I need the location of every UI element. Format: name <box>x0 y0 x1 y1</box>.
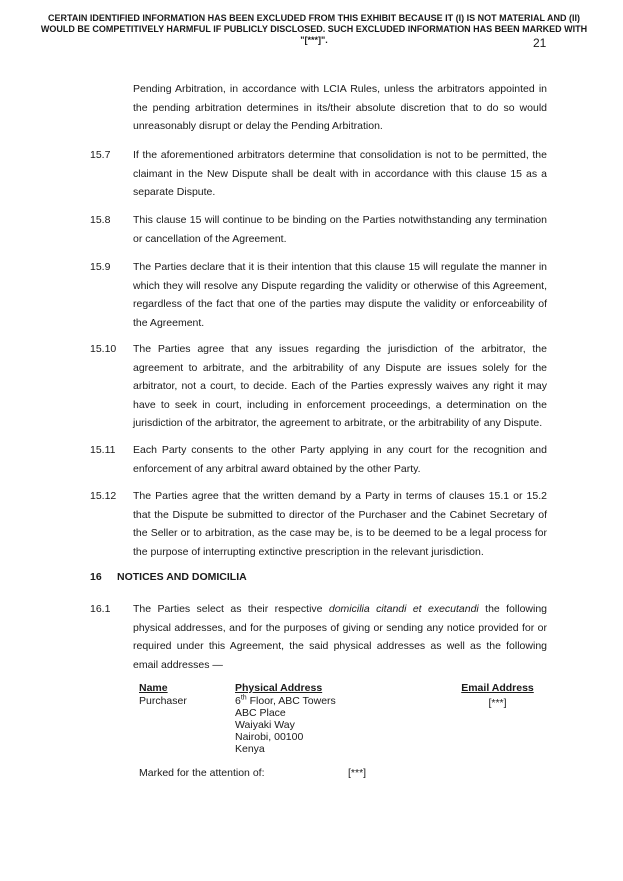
section-title: NOTICES AND DOMICILIA <box>117 571 247 583</box>
clause-number: 15.11 <box>90 444 116 456</box>
floor-number: 6 <box>235 695 241 707</box>
attention-label: Marked for the attention of: <box>139 767 265 779</box>
clause-text: Each Party consents to the other Party applying in any court for the recognition and enforcement of any arbitral award obtained by the other Party. <box>133 444 547 475</box>
clause-text: The Parties agree that the written demand by a Party in terms of clauses 15.1 or 15.2 that the Dispute be submitted to director of the Purchaser and the Cabinet Secretary of the Seller or to arbitration, as the case may be, is to be deemed to be a legal process for the purpose of interrupting extinctive prescription in the relevant jurisdiction. <box>133 490 547 558</box>
email-value: [***] <box>488 697 507 709</box>
page-number: 21 <box>533 36 547 50</box>
floor-suffix: th <box>240 694 247 702</box>
floor-rest: Floor, ABC Towers <box>246 695 336 707</box>
clause-text-before: The Parties select as their respective <box>133 603 329 615</box>
clause-number: 15.10 <box>90 343 117 355</box>
confidentiality-notice: CERTAIN IDENTIFIED INFORMATION HAS BEEN EXCLUDED FROM THIS EXHIBIT BECAUSE IT (I) IS NOT MATERIAL AND (II) WOULD BE COMPETITIVELY HARMFUL IF PUBLICLY DISCLOSED. SUCH EXCLUDED INFORMATION HAS BEEN MARKED WITH "[***]". <box>40 13 588 45</box>
email-column <box>460 682 535 709</box>
name-header: Name <box>139 682 168 694</box>
address-line: ABC Place <box>235 707 286 719</box>
clause-text: If the aforementioned arbitrators determine that consolidation is not to be permitted, the claimant in the New Dispute shall be dealt with in accordance with this clause 15 as a separate Dispute. <box>133 149 547 198</box>
clause-number: 15.7 <box>90 149 111 161</box>
clause-number: 16.1 <box>90 603 111 615</box>
intro-paragraph: Pending Arbitration, in accordance with LCIA Rules, unless the arbitrators appointed in the pending arbitration determines in its/their absolute discretion that to do so would unreasonably disrupt or delay the Pending Arbitration. <box>133 83 547 132</box>
clause-text-after: the following physical addresses, and for the purposes of giving or sending any notice provided for or required under this Agreement, the said physical addresses as well as the following email addresses — <box>133 603 548 671</box>
address-header: Physical Address <box>235 682 323 694</box>
name-column <box>139 682 187 707</box>
address-line: Kenya <box>235 743 265 755</box>
clause-text: The Parties declare that it is their intention that this clause 15 will regulate the manner in which they will resolve any Dispute regarding the validity or otherwise of this Agreement, regardless of the fact that one of the parties may dispute the validity or enforceability of the Agreement. <box>133 261 547 329</box>
clause-number: 15.12 <box>90 490 117 502</box>
clause-number: 15.9 <box>90 261 111 273</box>
attention-value: [***] <box>348 767 367 779</box>
email-header: Email Address <box>461 682 534 694</box>
clause-text: The Parties agree that any issues regarding the jurisdiction of the arbitrator, the agreement to arbitrate, and the arbitrability of any Dispute are issues solely for the arbitrator, not a court, to decide. Each of the Parties expressly waives any right it may have to seek in court, including in enforcement proceedings, a determination on the jurisdiction of the arbitrator, the agreement to arbitrate, or the arbitrability of any Dispute. <box>133 343 547 429</box>
address-column <box>235 682 336 755</box>
section-number: 16 <box>90 571 102 583</box>
party-name: Purchaser <box>139 695 187 707</box>
clause-text: This clause 15 will continue to be binding on the Parties notwithstanding any termination or cancellation of the Agreement. <box>133 214 547 245</box>
address-line: Nairobi, 00100 <box>235 731 304 743</box>
clause-text <box>133 600 547 674</box>
address-line: Waiyaki Way <box>235 719 295 731</box>
clause-text-italic: domicilia citandi et executandi <box>328 603 479 615</box>
address-line <box>235 695 336 707</box>
clause-number: 15.8 <box>90 214 111 226</box>
